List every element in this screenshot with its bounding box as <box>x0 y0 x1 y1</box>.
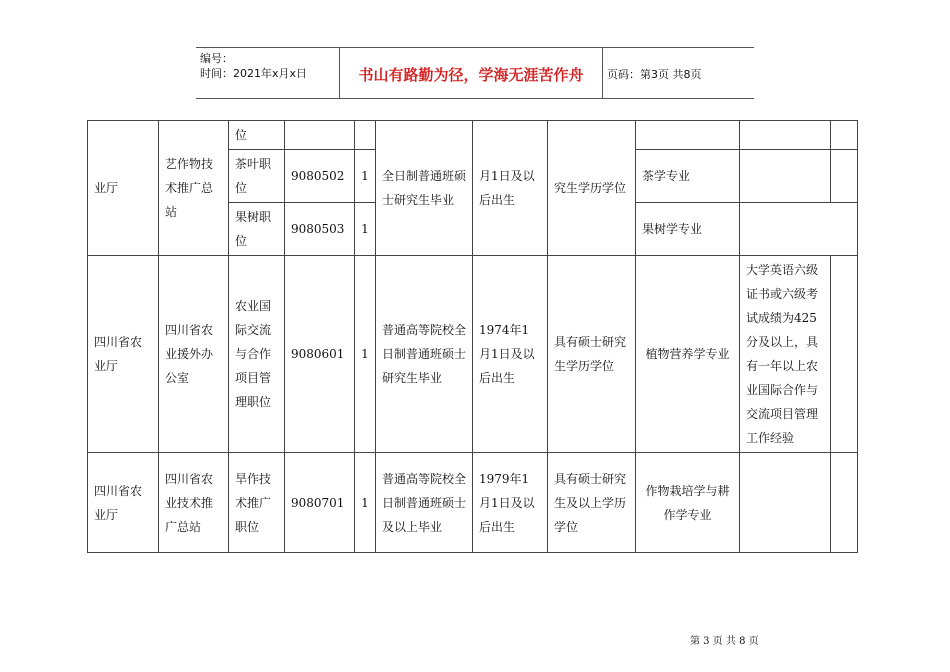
header-divider <box>602 48 603 98</box>
other-cell <box>740 203 858 256</box>
code-cell: 9080701 <box>285 453 355 553</box>
code-cell: 9080502 <box>285 150 355 203</box>
position-cell: 果树职位 <box>229 203 285 256</box>
position-cell: 位 <box>229 121 285 150</box>
recruitment-table <box>87 120 858 553</box>
count-cell: 1 <box>355 203 376 256</box>
unit-cell: 四川省农业厅 <box>88 256 159 453</box>
count-cell: 1 <box>355 256 376 453</box>
header-left <box>200 51 307 81</box>
major-cell: 果树学专业 <box>636 203 740 256</box>
position-cell: 旱作技术推广职位 <box>229 453 285 553</box>
degree-cell: 具有硕士研究生学历学位 <box>548 256 636 453</box>
count-cell: 1 <box>355 453 376 553</box>
major-cell: 植物营养学专业 <box>636 256 740 453</box>
org-cell: 四川省农业援外办公室 <box>159 256 229 453</box>
time-label: 时间：2021年x月x日 <box>200 67 308 80</box>
note-cell <box>831 453 858 553</box>
major-cell <box>636 121 740 150</box>
education-cell: 普通高等院校全日制普通班硕士研究生毕业 <box>376 256 473 453</box>
age-cell: 1974年1月1日及以后出生 <box>473 256 548 453</box>
age-cell: 1979年1月1日及以后出生 <box>473 453 548 553</box>
degree-cell: 究生学历学位 <box>548 121 636 256</box>
note-cell <box>831 121 858 150</box>
code-cell: 9080503 <box>285 203 355 256</box>
education-cell: 全日制普通班硕士研究生毕业 <box>376 121 473 256</box>
header-motto: 书山有路勤为径，学海无涯苦作舟 <box>358 66 584 84</box>
code-cell <box>285 121 355 150</box>
table-row <box>88 453 858 553</box>
unit-cell: 四川省农业厅 <box>88 453 159 553</box>
number-label: 编号： <box>200 52 233 65</box>
count-cell: 1 <box>355 150 376 203</box>
org-cell: 四川省农业技术推广总站 <box>159 453 229 553</box>
education-cell: 普通高等院校全日制普通班硕士及以上毕业 <box>376 453 473 553</box>
other-cell <box>740 150 831 203</box>
major-cell: 作物栽培学与耕作学专业 <box>636 453 740 553</box>
table-row <box>88 256 858 453</box>
header-page-label: 页码：第3页 共8页 <box>607 68 702 81</box>
note-cell <box>831 256 858 453</box>
page-footer: 第 3 页 共 8 页 <box>690 636 759 647</box>
other-cell <box>740 453 831 553</box>
table-row <box>88 121 858 150</box>
position-cell: 农业国际交流与合作项目管理职位 <box>229 256 285 453</box>
unit-cell: 业厅 <box>88 121 159 256</box>
age-cell: 月1日及以后出生 <box>473 121 548 256</box>
page-header <box>196 47 754 99</box>
other-cell: 大学英语六级证书或六级考试成绩为425分及以上，具有一年以上农业国际合作与交流项目管理工作经验 <box>740 256 831 453</box>
code-cell: 9080601 <box>285 256 355 453</box>
org-cell: 艺作物技术推广总站 <box>159 121 229 256</box>
position-cell: 茶叶职位 <box>229 150 285 203</box>
other-cell <box>740 121 831 150</box>
degree-cell: 具有硕士研究生及以上学历学位 <box>548 453 636 553</box>
note-cell <box>831 150 858 203</box>
major-cell: 茶学专业 <box>636 150 740 203</box>
count-cell <box>355 121 376 150</box>
